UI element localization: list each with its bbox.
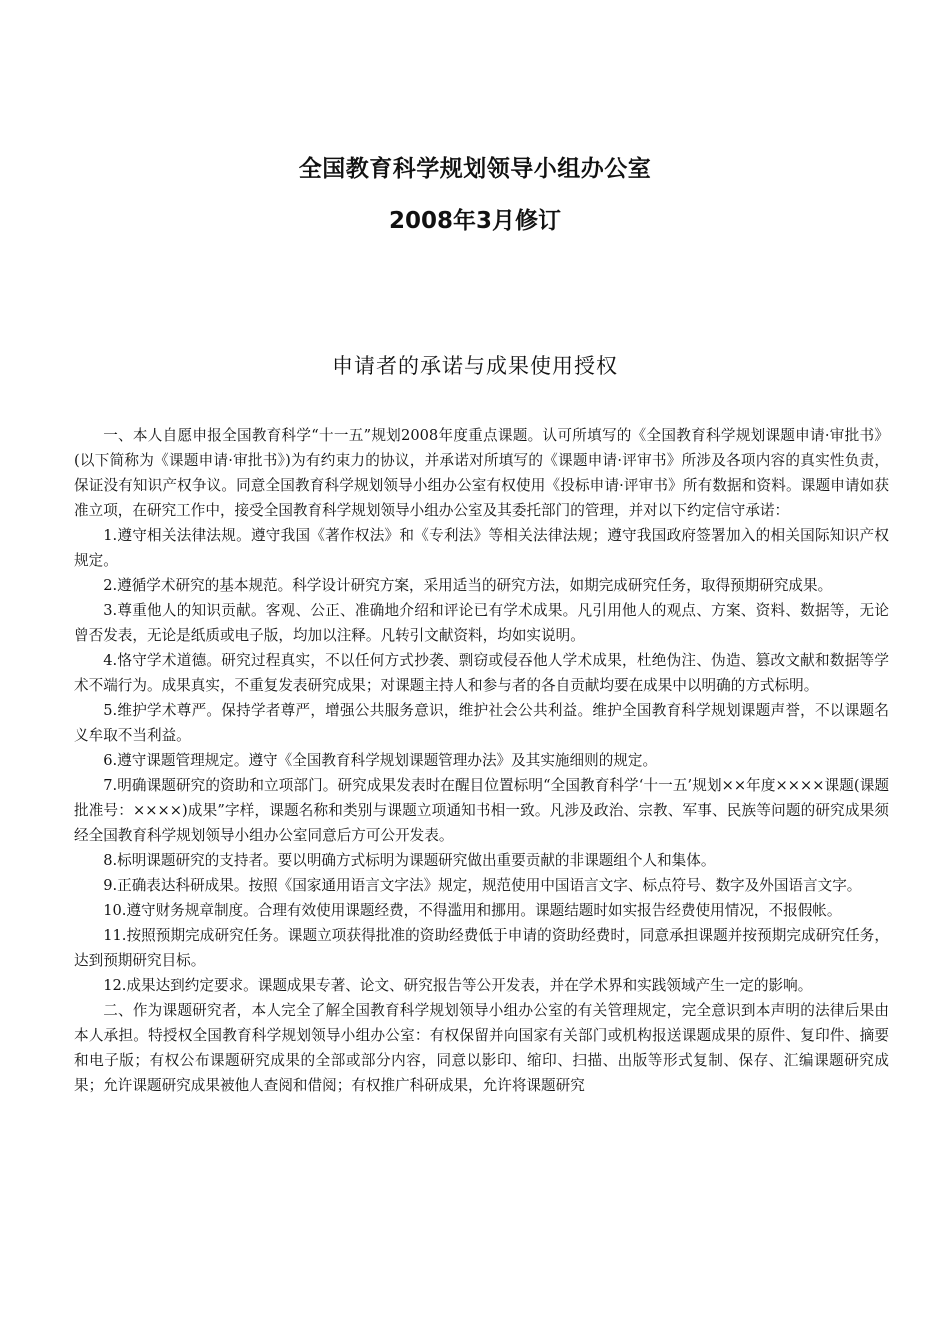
paragraph-item-2: 2.遵循学术研究的基本规范。科学设计研究方案，采用适当的研究方法，如期完成研究任务，取得预期研究成果。 <box>103 577 833 594</box>
paragraph-item-9: 9.正确表达科研成果。按照《国家通用语言文字法》规定，规范使用中国语言文字、标点符号、数字及外国语言文字。 <box>103 877 862 894</box>
paragraph-2: 二、作为课题研究者，本人完全了解全国教育科学规划领导小组办公室的有关管理规定，完全意识到本声明的法律后果由本人承担。特授权全国教育科学规划领导小组办公室：有权保留并向国家有关部门或机构报送课题成果的原件、复印件、摘要和电子版；有权公布课题研究成果的全部或部分内容，同意以影印、缩印、扫描、出版等形式复制、保存、汇编课题研究成果；允许课题研究成果被他人查阅和借阅；有权推广科研成果，允许将课题研究 <box>74 1002 889 1094</box>
paragraph-1: 一、本人自愿申报全国教育科学“十一五”规划2008年度重点课题。认可所填写的《全国教育科学规划课题申请·审批书》(以下简称为《课题申请·审批书》)为有约束力的协议，并承诺对所填写的《课题申请·评审书》所涉及各项内容的真实性负责，保证没有知识产权争议。同意全国教育科学规划领导小组办公室有权使用《投标申请·评审书》所有数据和资料。课题申请如获准立项，在研究工作中，接受全国教育科学规划领导小组办公室及其委托部门的管理，并对以下约定信守承诺： <box>74 427 889 519</box>
section-title: 申请者的承诺与成果使用授权 <box>332 354 618 378</box>
paragraph-item-1: 1.遵守相关法律法规。遵守我国《著作权法》和《专利法》等相关法律法规；遵守我国政府签署加入的相关国际知识产权规定。 <box>74 527 889 569</box>
organization-title: 全国教育科学规划领导小组办公室 <box>298 156 652 182</box>
paragraph-item-12: 12.成果达到约定要求。课题成果专著、论文、研究报告等公开发表，并在学术界和实践领域产生一定的影响。 <box>103 977 813 994</box>
paragraph-item-6: 6.遵守课题管理规定。遵守《全国教育科学规划课题管理办法》及其实施细则的规定。 <box>103 752 658 769</box>
paragraph-item-10: 10.遵守财务规章制度。合理有效使用课题经费，不得滥用和挪用。课题结题时如实报告经费使用情况，不报假帐。 <box>103 902 842 919</box>
paragraph-item-3: 3.尊重他人的知识贡献。客观、公正、准确地介绍和评论已有学术成果。凡引用他人的观点、方案、资料、数据等，无论曾否发表，无论是纸质或电子版，均加以注释。凡转引文献资料，均如实说明。 <box>74 602 889 644</box>
paragraph-item-8: 8.标明课题研究的支持者。要以明确方式标明为课题研究做出重要贡献的非课题组个人和集体。 <box>103 852 716 869</box>
paragraph-item-11: 11.按照预期完成研究任务。课题立项获得批准的资助经费低于申请的资助经费时，同意承担课题并按预期完成研究任务，达到预期研究目标。 <box>74 927 889 969</box>
paragraph-item-4: 4.恪守学术道德。研究过程真实，不以任何方式抄袭、剽窃或侵吞他人学术成果，杜绝伪注、伪造、篡改文献和数据等学术不端行为。成果真实，不重复发表研究成果；对课题主持人和参与者的各自贡献均要在成果中以明确的方式标明。 <box>74 652 889 694</box>
revision-date: 2008年3月修订 <box>388 208 562 234</box>
paragraph-item-5: 5.维护学术尊严。保持学者尊严，增强公共服务意识，维护社会公共利益。维护全国教育科学规划课题声誉，不以课题名义牟取不当利益。 <box>74 702 889 744</box>
body-text <box>74 423 889 1098</box>
paragraph-item-7: 7.明确课题研究的资助和立项部门。研究成果发表时在醒目位置标明“全国教育科学‘十一五’规划××年度××××课题(课题批准号：××××)成果”字样，课题名称和类别与课题立项通知书相一致。凡涉及政治、宗教、军事、民族等问题的研究成果须经全国教育科学规划领导小组办公室同意后方可公开发表。 <box>74 777 889 844</box>
